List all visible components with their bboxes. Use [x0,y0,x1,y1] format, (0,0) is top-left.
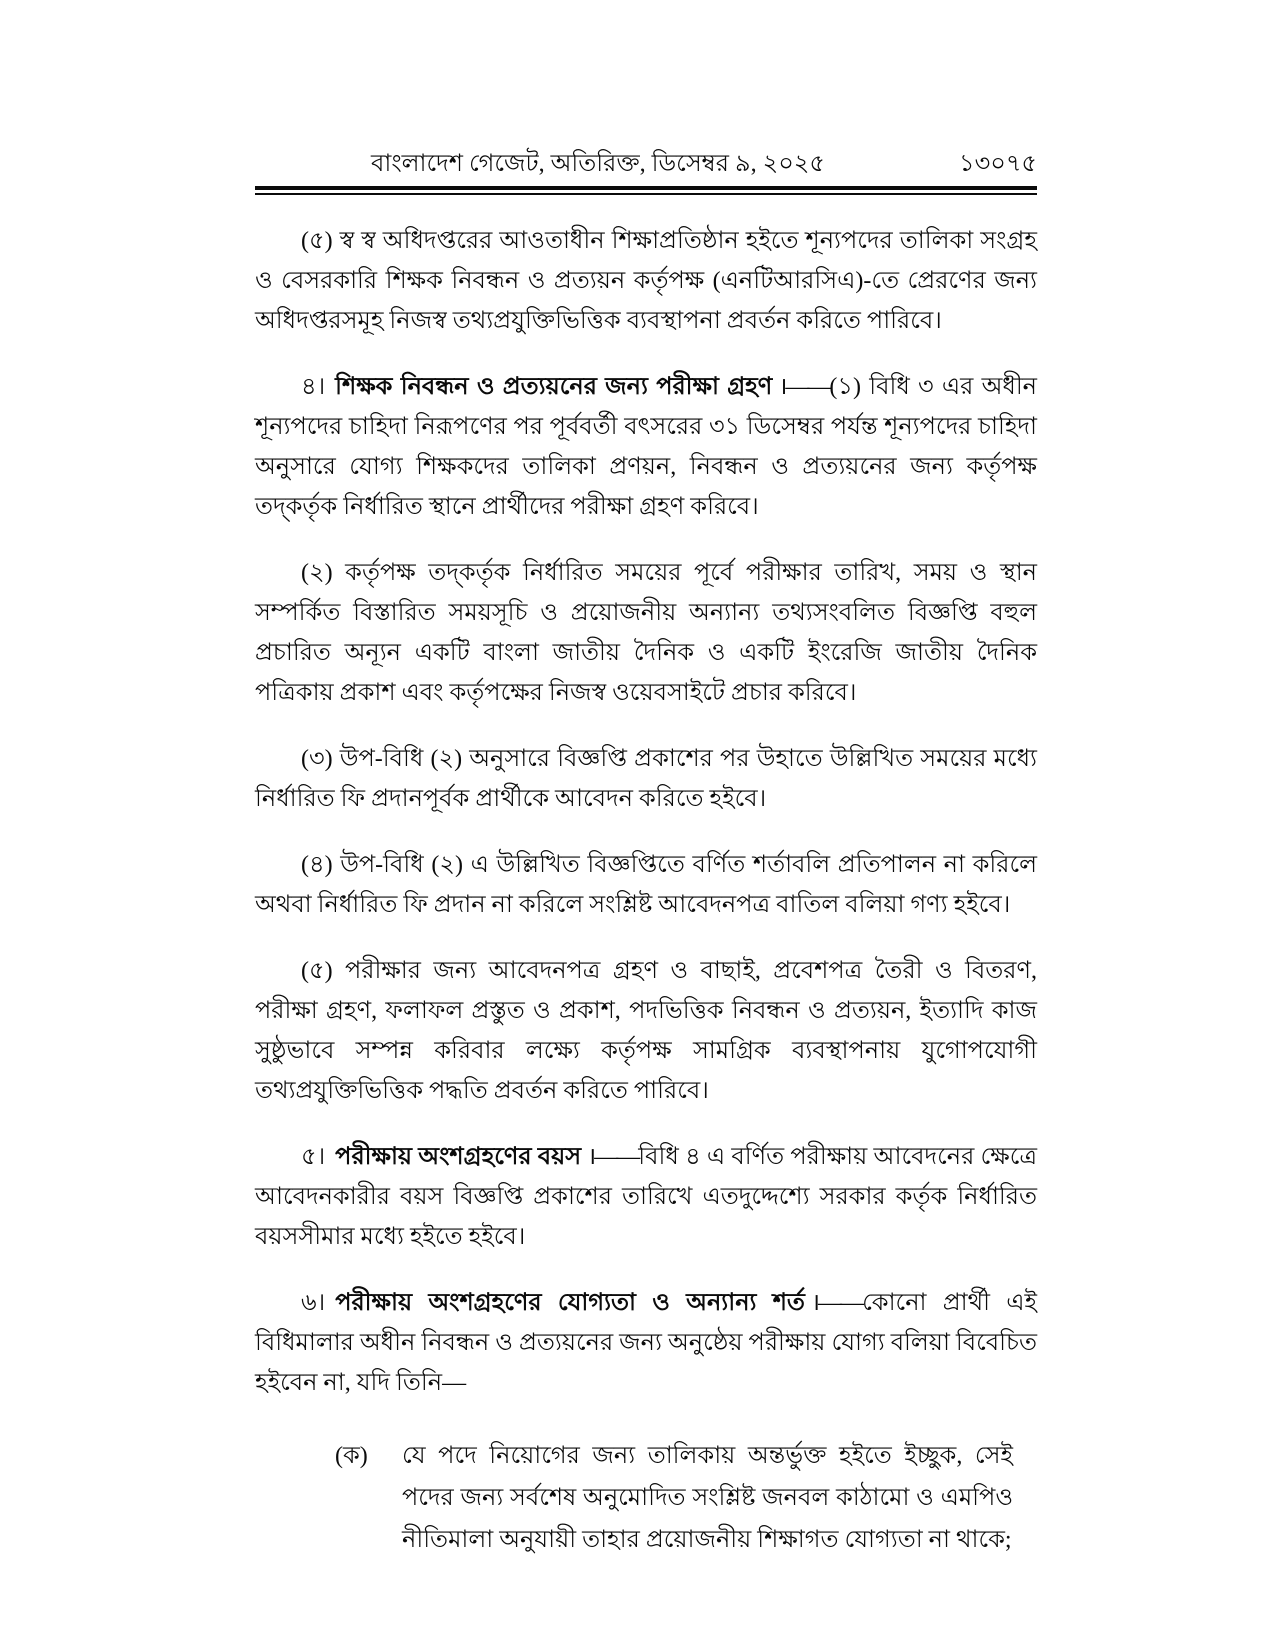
rule-heading: পরীক্ষায় অংশগ্রহণের বয়স [335,1144,582,1170]
paragraph-subrule-4-5 [255,951,1037,1111]
paragraph-text: (৫) স্ব স্ব অধিদপ্তরের আওতাধীন শিক্ষাপ্রতিষ্ঠান হইতে শূন্যপদের তালিকা সংগ্রহ ও বেসরকারি শিক্ষক নিবন্ধন ও প্রত্যয়ন কর্তৃপক্ষ (এনটিআরসিএ)-তে প্রেরণের জন্য অধিদপ্তরসমূহ নিজস্ব তথ্যপ্রযুক্তিভিত্তিক ব্যবস্থাপনা প্রবর্তন করিতে পারিবে। [255,228,1037,334]
rule-number: ৬। [301,1290,326,1316]
list-item-label: (ক) [335,1443,368,1469]
heading-separator: ।—— [778,374,830,400]
gazette-title: বাংলাদেশ গেজেট, অতিরিক্ত, ডিসেম্বর ৯, ২০২৫ [371,151,825,177]
rule-number: ৫। [301,1144,326,1170]
page-content [255,146,1037,1561]
page-header [255,146,1037,182]
paragraph-rule-4 [255,367,1037,527]
rule-heading: পরীক্ষায় অংশগ্রহণের যোগ্যতা ও অন্যান্য শর্ত [335,1290,805,1316]
paragraph-rule-6 [255,1283,1037,1403]
rule-body-text: (১) বিধি ৩ এর অধীন শূন্যপদের চাহিদা নিরূপণের পর পূর্ববর্তী বৎসরের ৩১ ডিসেম্বর পর্যন্ত শূন্যপদের চাহিদা অনুসারে যোগ্য শিক্ষকদের তালিকা প্রণয়ন, নিবন্ধন ও প্রত্যয়নের জন্য কর্তৃপক্ষ তদ্‌কর্তৃক নির্ধারিত স্থানে প্রার্থীদের পরীক্ষা গ্রহণ করিবে। [255,374,1038,520]
rule-heading: শিক্ষক নিবন্ধন ও প্রত্যয়নের জন্য পরীক্ষা গ্রহণ [335,374,773,400]
heading-separator: ।—— [587,1144,639,1170]
heading-separator: ।—— [810,1290,863,1316]
list-item-ka [335,1435,1037,1561]
paragraph-subrule-4-3 [255,739,1037,819]
header-divider [255,186,1037,195]
paragraph-text: (৫) পরীক্ষার জন্য আবেদনপত্র গ্রহণ ও বাছাই, প্রবেশপত্র তৈরী ও বিতরণ, পরীক্ষা গ্রহণ, ফলাফল প্রস্তুত ও প্রকাশ, পদভিত্তিক নিবন্ধন ও প্রত্যয়ন, ইত্যাদি কাজ সুষ্ঠুভাবে সম্পন্ন করিবার লক্ষ্যে কর্তৃপক্ষ সামগ্রিক ব্যবস্থাপনায় যুগোপযোগী তথ্যপ্রযুক্তিভিত্তিক পদ্ধতি প্রবর্তন করিতে পারিবে। [255,958,1037,1104]
paragraph-text: (২) কর্তৃপক্ষ তদ্‌কর্তৃক নির্ধারিত সময়ের পূর্বে পরীক্ষার তারিখ, সময় ও স্থান সম্পর্কিত বিস্তারিত সময়সূচি ও প্রয়োজনীয় অন্যান্য তথ্যসংবলিত বিজ্ঞপ্তি বহুল প্রচারিত অন্যূন একটি বাংলা জাতীয় দৈনিক ও একটি ইংরেজি জাতীয় দৈনিক পত্রিকায় প্রকাশ এবং কর্তৃপক্ষের নিজস্ব ওয়েবসাইটে প্রচার করিবে। [255,560,1037,706]
paragraph-rule-5 [255,1137,1037,1257]
rule-body-text: বিধি ৪ এ বর্ণিত পরীক্ষায় আবেদনের ক্ষেত্রে আবেদনকারীর বয়স বিজ্ঞপ্তি প্রকাশের তারিখে এতদুদ্দেশ্যে সরকার কর্তৃক নির্ধারিত বয়সসীমার মধ্যে হইতে হইবে। [255,1144,1038,1250]
paragraph-subrule-4-2 [255,553,1037,713]
rule-body-text: কোনো প্রার্থী এই বিধিমালার অধীন নিবন্ধন ও প্রত্যয়নের জন্য অনুষ্ঠেয় পরীক্ষায় যোগ্য বলিয়া বিবেচিত হইবেন না, যদি তিনি— [255,1290,1037,1396]
page-number: ১৩০৭৫ [959,151,1037,177]
paragraph-text: (৩) উপ-বিধি (২) অনুসারে বিজ্ঞপ্তি প্রকাশের পর উহাতে উল্লিখিত সময়ের মধ্যে নির্ধারিত ফি প্রদানপূর্বক প্রার্থীকে আবেদন করিতে হইবে। [255,746,1037,812]
paragraph-text: (৪) উপ-বিধি (২) এ উল্লিখিত বিজ্ঞপ্তিতে বর্ণিত শর্তাবলি প্রতিপালন না করিলে অথবা নির্ধারিত ফি প্রদান না করিলে সংশ্লিষ্ট আবেদনপত্র বাতিল বলিয়া গণ্য হইবে। [255,852,1037,918]
paragraph-subrule-4-4 [255,845,1037,925]
rule-number: ৪। [301,374,326,400]
paragraph-subrule-3-5 [255,221,1037,341]
list-item-text: যে পদে নিয়োগের জন্য তালিকায় অন্তর্ভুক্ত হইতে ইচ্ছুক, সেই পদের জন্য সর্বশেষ অনুমোদিত সংশ্লিষ্ট জনবল কাঠামো ও এমপিও নীতিমালা অনুযায়ী তাহার প্রয়োজনীয় শিক্ষাগত যোগ্যতা না থাকে; [402,1443,1013,1553]
